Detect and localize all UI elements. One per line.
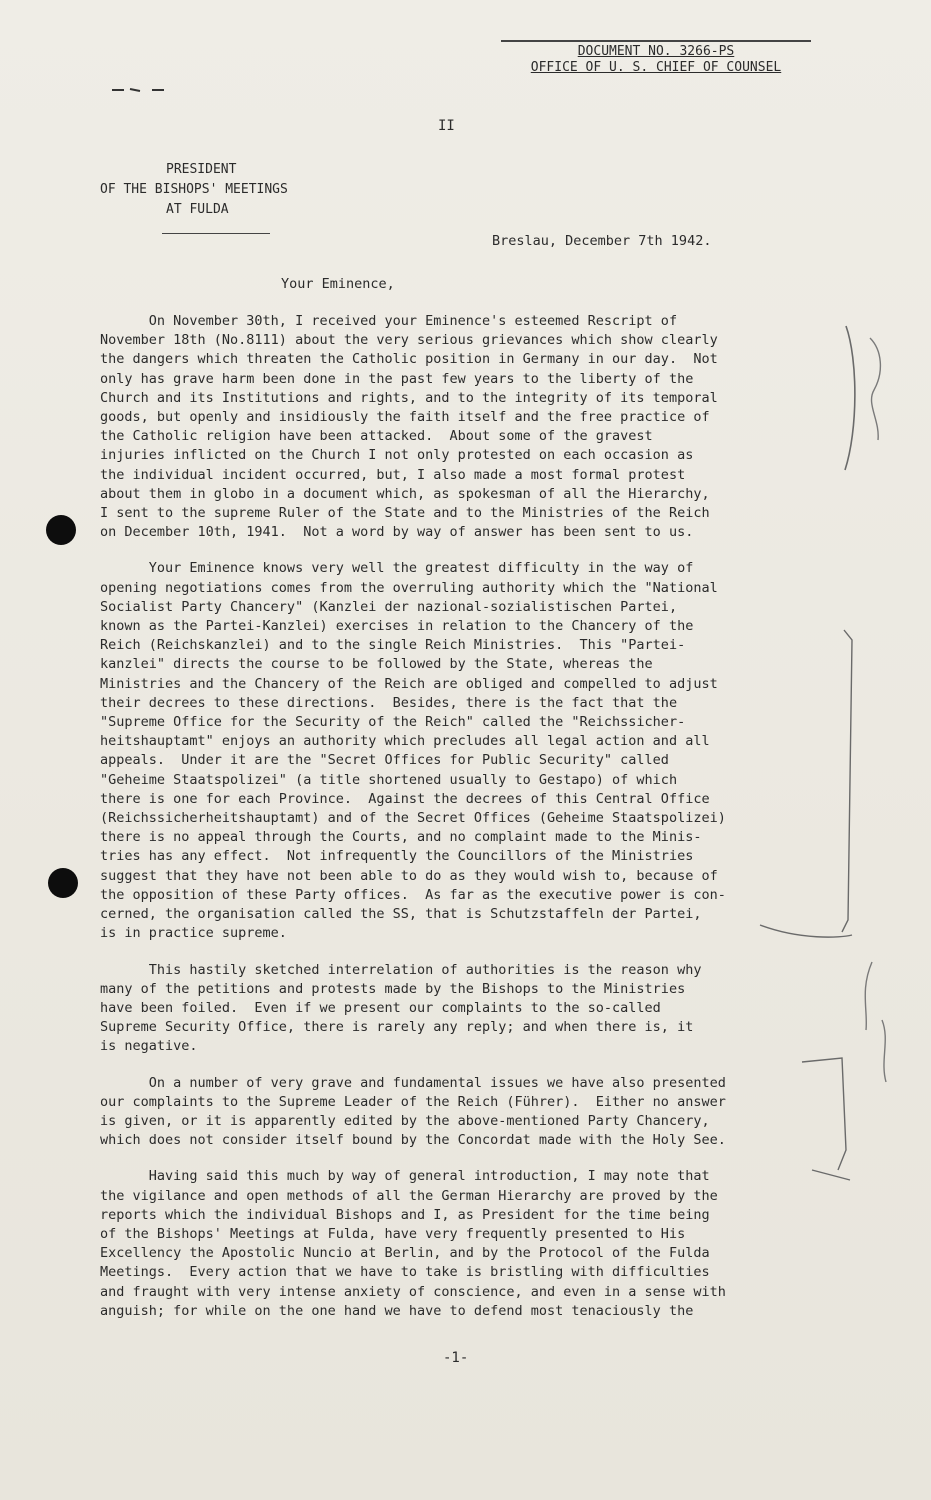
text-line: is given, or it is apparently edited by the above-mentioned Party Chancery, [100, 1112, 710, 1129]
text-line: "Geheime Staatspolizei" (a title shortened usually to Gestapo) of which [100, 771, 678, 788]
sender-line-3: AT FULDA [166, 202, 229, 217]
text-line: the Catholic religion have been attacked. About some of the gravest [100, 428, 653, 445]
margin-scribble-mark [882, 1020, 886, 1082]
text-line: kanzlei" directs the course to be followed by the State, whereas the [100, 656, 653, 673]
text-line: cerned, the organisation called the SS, that is Schutzstaffeln der Partei, [100, 906, 702, 923]
text-line: Church and its Institutions and rights, and to the integrity of its temporal [100, 389, 718, 406]
margin-bracket-mark [760, 925, 852, 937]
text-line: only has grave harm been done in the past few years to the liberty of the [100, 370, 694, 387]
sender-line-1: PRESIDENT [166, 162, 237, 177]
text-line: reports which the individual Bishops and I, as President for the time being [100, 1206, 710, 1223]
text-line: (Reichssicherheitshauptamt) and of the Secret Offices (Geheime Staatspolizei) [100, 810, 726, 827]
text-line: many of the petitions and protests made by the Bishops to the Ministries [100, 980, 686, 997]
text-line: is negative. [100, 1038, 198, 1055]
sender-line-2: OF THE BISHOPS' MEETINGS [100, 182, 288, 197]
text-line: On November 30th, I received your Eminence's esteemed Rescript of [100, 313, 678, 329]
page-number: -1- [443, 1350, 469, 1366]
text-line: Your Eminence knows very well the greatest difficulty in the way of [100, 560, 694, 577]
margin-tick-mark [812, 1170, 850, 1180]
text-line: appeals. Under it are the "Secret Offices for Public Security" called [100, 752, 669, 769]
text-line: have been foiled. Even if we present our complaints to the so-called [100, 999, 661, 1016]
margin-bracket-mark [842, 630, 852, 932]
text-line: on December 10th, 1941. Not a word by way of answer has been sent to us. [100, 524, 694, 541]
text-line: Meetings. Every action that we have to take is bristling with difficulties [100, 1264, 710, 1281]
text-line: about them in globo in a document which, as spokesman of all the Hierarchy, [100, 485, 710, 502]
text-line: goods, but openly and insidiously the faith itself and the free practice of [100, 409, 710, 426]
text-line: Having said this much by way of general introduction, I may note that [100, 1168, 710, 1185]
text-line: the vigilance and open methods of all the German Hierarchy are proved by the [100, 1187, 718, 1204]
margin-bracket-mark [845, 326, 855, 470]
text-line: injuries inflicted on the Church I not only protested on each occasion as [100, 447, 694, 464]
text-line: Excellency the Apostolic Nuncio at Berlin, and by the Protocol of the Fulda [100, 1245, 710, 1262]
office-line: OFFICE OF U. S. CHIEF OF COUNSEL [530, 60, 782, 75]
margin-scribble-mark [865, 962, 872, 1030]
document-number: DOCUMENT NO. 3266-PS [577, 44, 735, 59]
text-line: Ministries and the Chancery of the Reich are obliged and compelled to adjust [100, 675, 718, 692]
section-numeral: II [438, 118, 455, 134]
margin-bracket-mark [802, 1058, 846, 1170]
text-line: of the Bishops' Meetings at Fulda, have very frequently presented to His [100, 1225, 686, 1242]
text-line: and fraught with very intense anxiety of conscience, and even in a sense with [100, 1283, 726, 1300]
text-line: there is one for each Province. Against the decrees of this Central Office [100, 790, 710, 807]
text-line: known as the Partei-Kanzlei) exercises in relation to the Chancery of the [100, 618, 694, 635]
text-line: anguish; for while on the one hand we have to defend most tenaciously the [100, 1302, 694, 1319]
text-line: the individual incident occurred, but, I also made a most formal protest [100, 466, 686, 483]
text-line: suggest that they have not been able to do as they would wish to, because of [100, 867, 718, 884]
text-line: the dangers which threaten the Catholic position in Germany in our day. Not [100, 351, 718, 368]
margin-scribble-mark [870, 338, 880, 440]
text-line: the opposition of these Party offices. As far as the executive power is con- [100, 886, 726, 903]
text-line: Reich (Reichskanzlei) and to the single Reich Ministries. This "Partei- [100, 637, 686, 654]
text-line: I sent to the supreme Ruler of the State and to the Ministries of the Reich [100, 505, 710, 522]
dateline: Breslau, December 7th 1942. [492, 233, 712, 249]
text-line: On a number of very grave and fundamental issues we have also presented [100, 1074, 726, 1091]
text-line: Socialist Party Chancery" (Kanzlei der nazional-sozialistischen Partei, [100, 598, 678, 615]
text-line: Supreme Security Office, there is rarely any reply; and when there is, it [100, 1019, 694, 1036]
text-line: This hastily sketched interrelation of authorities is the reason why [100, 961, 702, 978]
text-line: there is no appeal through the Courts, and no complaint made to the Minis- [100, 829, 702, 846]
text-line: heitshauptamt" enjoys an authority which precludes all legal action and all [100, 733, 710, 750]
text-line: tries has any effect. Not infrequently the Councillors of the Ministries [100, 848, 694, 865]
text-line: our complaints to the Supreme Leader of the Reich (Führer). Either no answer [100, 1093, 726, 1110]
text-line: November 18th (No.8111) about the very serious grievances which show clearly [100, 332, 718, 349]
text-line: is in practice supreme. [100, 925, 287, 942]
salutation: Your Eminence, [281, 276, 395, 292]
text-line: "Supreme Office for the Security of the Reich" called the "Reichssicher- [100, 714, 686, 731]
text-line: opening negotiations comes from the overruling authority which the "National [100, 579, 718, 596]
text-line: their decrees to these directions. Besides, there is the fact that the [100, 694, 678, 711]
text-line: which does not consider itself bound by the Concordat made with the Holy See. [100, 1132, 726, 1149]
